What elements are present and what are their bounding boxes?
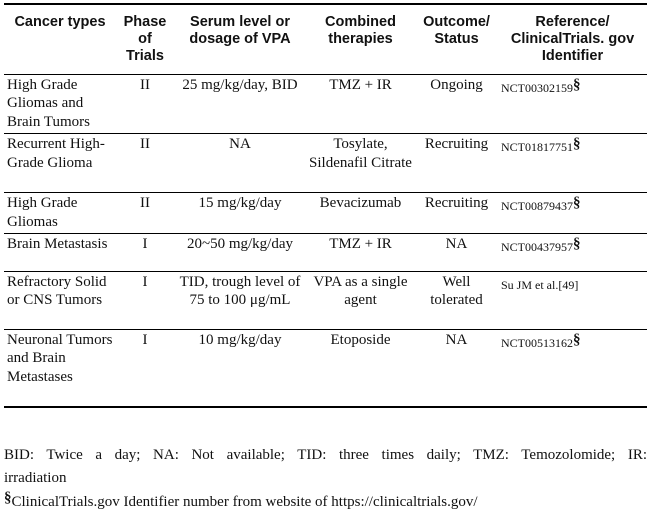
- cell-reference: [498, 330, 647, 407]
- reference-id: Su JM et al.[49]: [501, 278, 579, 293]
- cell-cancer-type: High Grade Gliomas and Brain Tumors: [7, 77, 90, 130]
- cell-therapy: Tosylate, Sildenafil Citrate: [309, 136, 412, 171]
- cell-dosage: 25 mg/kg/day, BID: [182, 77, 298, 93]
- cell-status: Well tolerated: [430, 274, 483, 309]
- cell-status: NA: [445, 332, 468, 349]
- header-dosage: Serum level or dosage of VPA: [189, 14, 291, 47]
- reference-id: NCT00879437: [501, 199, 573, 214]
- cell-reference: [498, 272, 647, 330]
- cell-status: Ongoing: [430, 77, 483, 93]
- cell-therapy: TMZ + IR: [329, 236, 392, 253]
- header-phase: Phase of Trials: [123, 14, 167, 64]
- cell-dosage: TID, trough level of 75 to 100 μg/mL: [179, 274, 301, 309]
- cell-reference: [498, 134, 647, 193]
- reference-id: NCT01817751: [501, 140, 573, 155]
- table-row: [4, 234, 647, 272]
- reference-id: NCT00302159: [501, 81, 573, 95]
- section-mark: §: [573, 136, 581, 153]
- table-row: [4, 134, 647, 193]
- header-cancer-types: Cancer types: [14, 14, 106, 30]
- cell-status: Recruiting: [424, 195, 489, 212]
- table-row: [4, 272, 647, 330]
- cell-dosage: 10 mg/kg/day: [198, 332, 282, 349]
- cell-cancer-type: Refractory Solid or CNS Tumors: [7, 274, 107, 309]
- cell-phase: I: [142, 332, 148, 349]
- cell-therapy: VPA as a single agent: [313, 274, 408, 309]
- abbreviations-note: BID: Twice a day; NA: Not available; TID: three times daily; TMZ: Temozolomide; IR:: [4, 447, 647, 463]
- cell-reference: [498, 75, 647, 134]
- cell-dosage: NA: [229, 136, 251, 153]
- table-row: [4, 75, 647, 134]
- abbreviations-note-continued: irradiation: [4, 470, 67, 486]
- table-header: [4, 4, 647, 75]
- cell-therapy: TMZ + IR: [329, 77, 392, 93]
- section-mark: §: [573, 195, 581, 212]
- section-mark: §: [573, 332, 581, 349]
- cell-phase: II: [140, 195, 150, 212]
- footnote-text: ClinicalTrials.gov Identifier number from website of https://clinicaltrials.gov/: [11, 494, 478, 510]
- cell-reference: [498, 193, 647, 234]
- cell-status: Recruiting: [424, 136, 489, 153]
- header-row: [4, 4, 647, 75]
- cell-therapy: Bevacizumab: [319, 195, 402, 212]
- cell-cancer-type: Brain Metastasis: [7, 236, 108, 253]
- reference-id: NCT00513162: [501, 336, 573, 351]
- header-therapies: Combined therapies: [325, 14, 396, 47]
- cell-cancer-type: Neuronal Tumors and Brain Metastases: [7, 332, 113, 385]
- section-mark: §: [573, 236, 581, 253]
- cell-status: NA: [445, 236, 468, 253]
- clinical-trials-table: [4, 3, 647, 408]
- cell-phase: I: [142, 236, 148, 253]
- table-notes: [4, 444, 647, 514]
- section-mark: §: [573, 77, 581, 93]
- table-body: [4, 75, 647, 407]
- cell-dosage: 20~50 mg/kg/day: [186, 236, 294, 253]
- cell-phase: I: [142, 274, 148, 291]
- cell-cancer-type: Recurrent High-Grade Glioma: [7, 136, 105, 171]
- cell-cancer-type: High Grade Gliomas: [7, 195, 78, 230]
- reference-id: NCT00437957: [501, 240, 573, 255]
- header-reference: Reference/ ClinicalTrials. gov Identifier: [510, 14, 635, 64]
- header-outcome: Outcome/ Status: [423, 14, 490, 47]
- cell-therapy: Etoposide: [330, 332, 391, 349]
- cell-dosage: 15 mg/kg/day: [198, 195, 282, 212]
- table-row: [4, 193, 647, 234]
- table-row: [4, 330, 647, 407]
- cell-phase: II: [140, 77, 150, 93]
- cell-phase: II: [140, 136, 150, 153]
- footnote-mark: §: [4, 490, 12, 506]
- footnote: [4, 491, 647, 514]
- cell-reference: [498, 234, 647, 272]
